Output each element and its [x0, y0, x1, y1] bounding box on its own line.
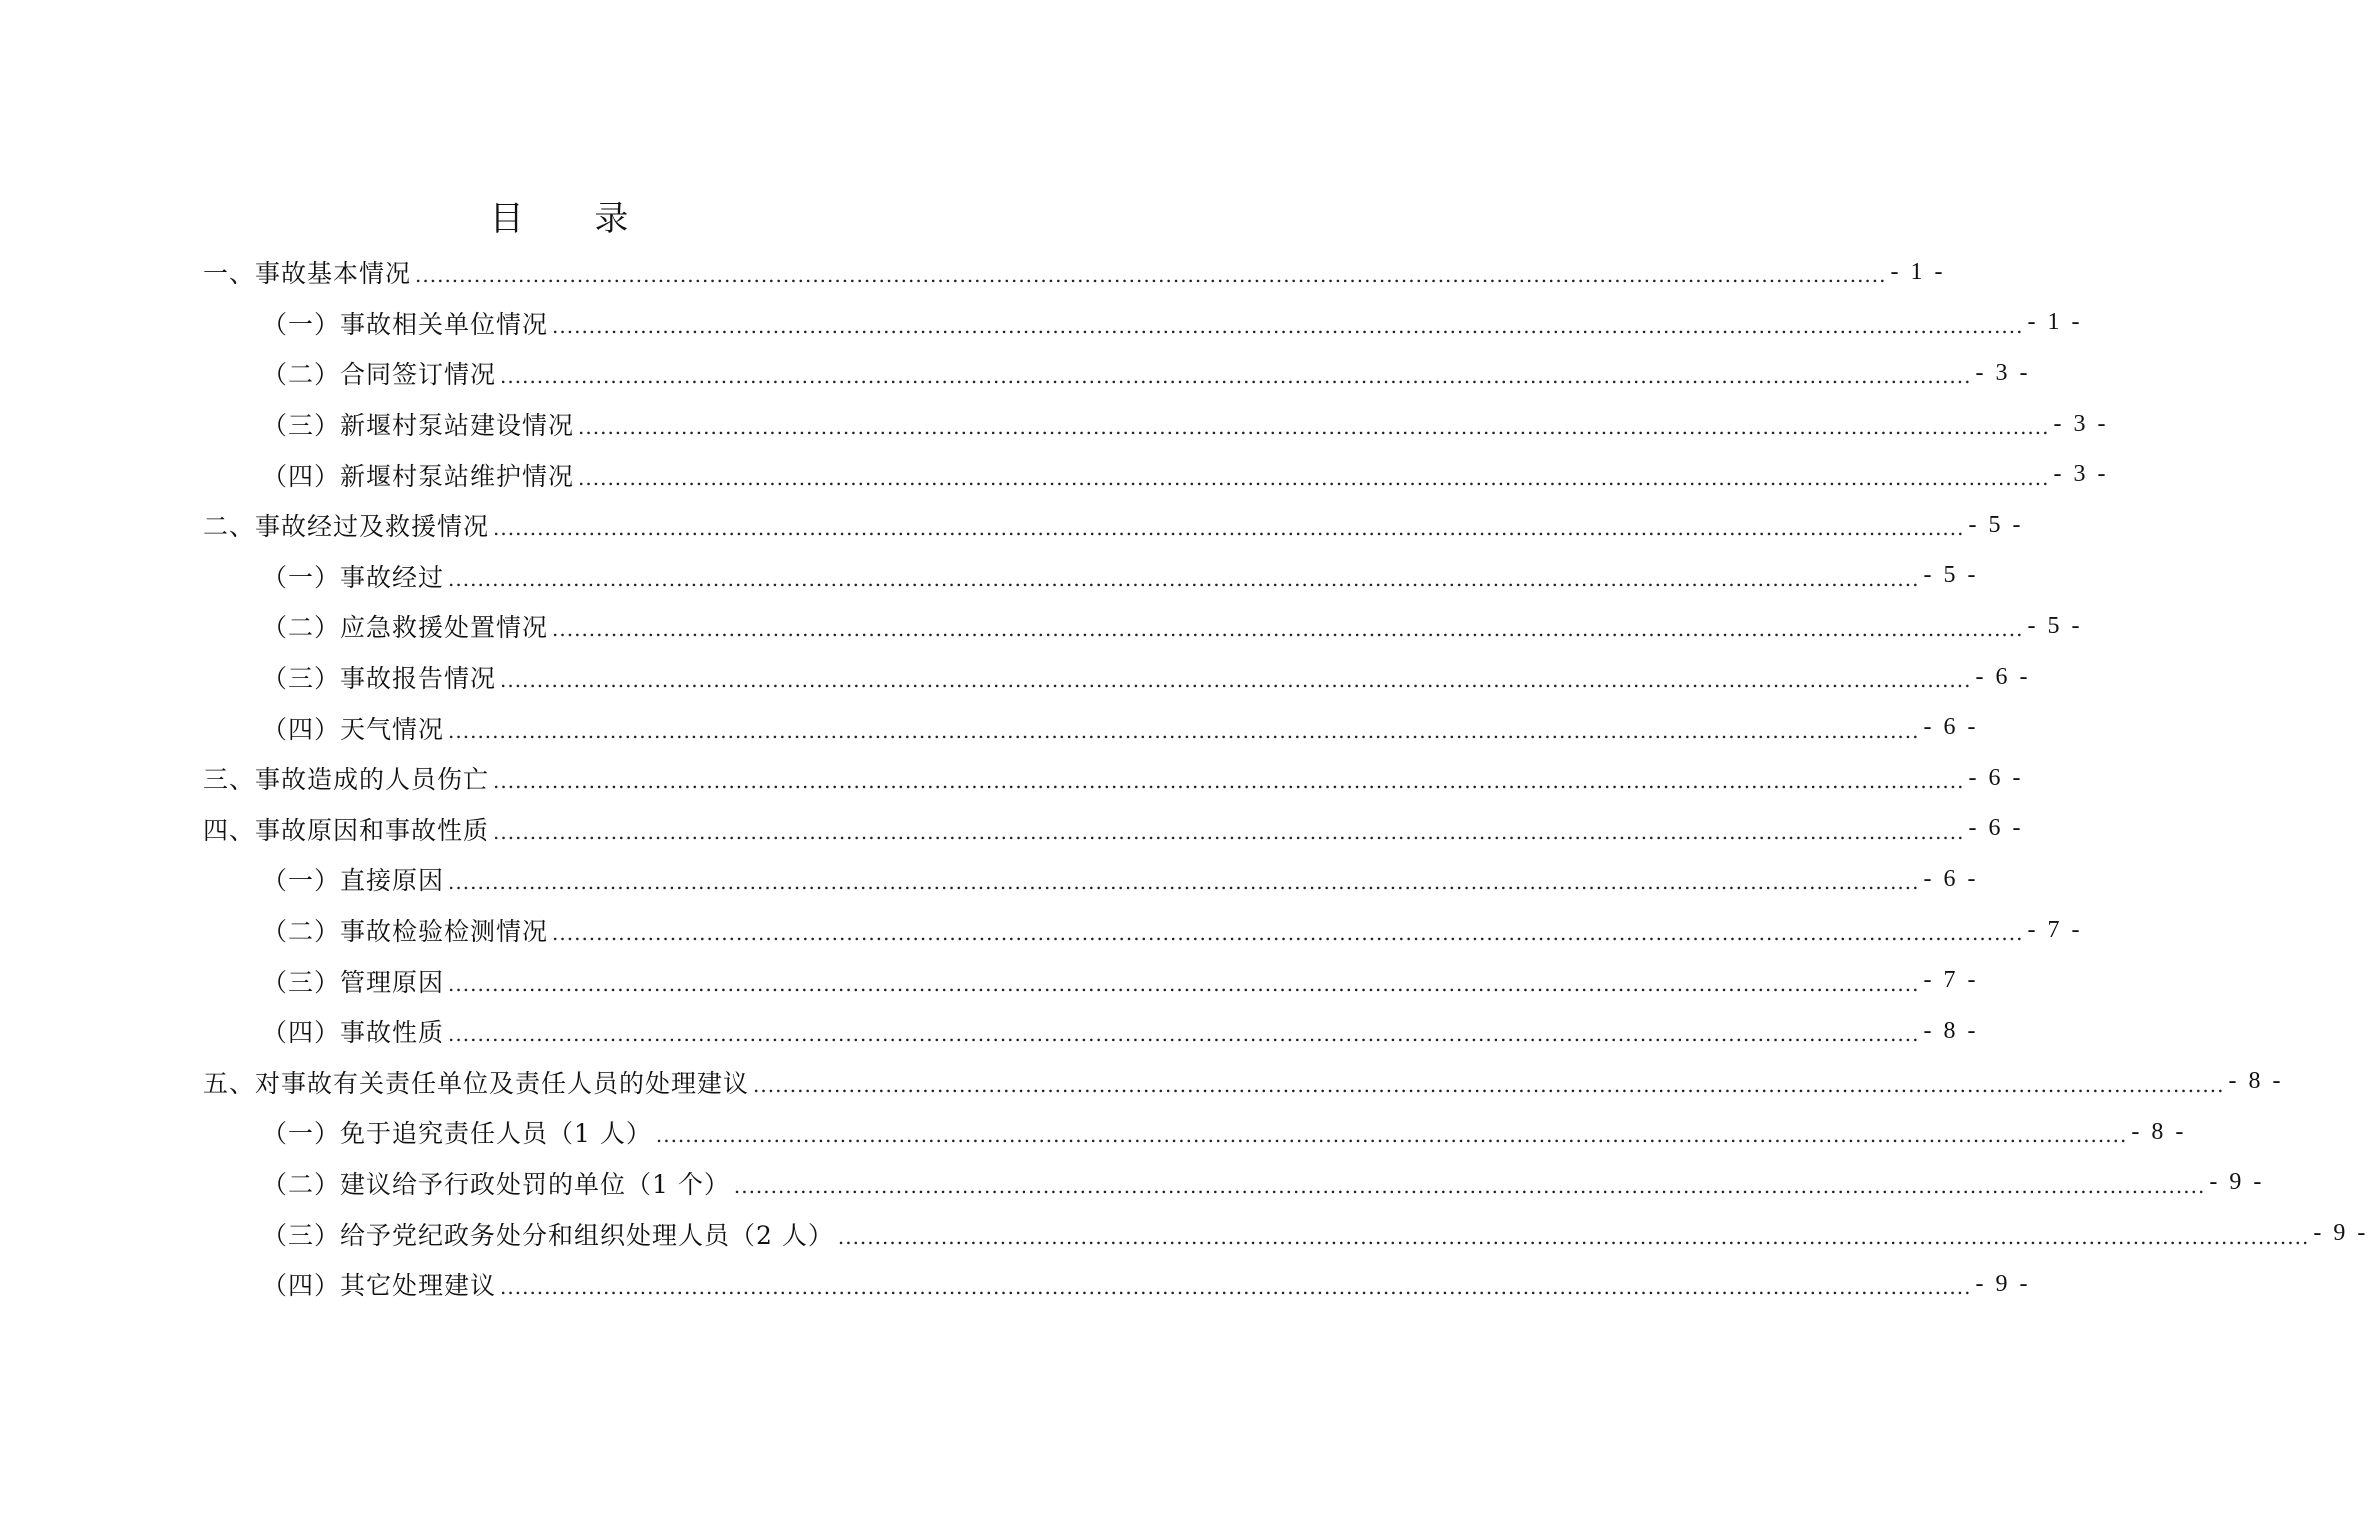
toc-dot-leader: ........................................................................................................................................................................................................ — [578, 415, 2050, 440]
toc-entry-label: （二）应急救援处置情况 — [262, 613, 549, 643]
toc-dot-leader: ........................................................................................................................................................................................................ — [493, 819, 1965, 844]
toc-dot-leader: ........................................................................................................................................................................................................ — [837, 1224, 2310, 1249]
toc-entry-label: （四）新堰村泵站维护情况 — [262, 461, 575, 491]
toc-page-number: - 9 - — [1975, 1270, 2031, 1297]
toc-entry[interactable] — [0, 702, 1979, 753]
toc-dot-leader: ........................................................................................................................................................................................................ — [500, 364, 1972, 389]
toc-page-number: - 6 - — [1923, 714, 1979, 741]
toc-page-number: - 1 - — [1890, 258, 1946, 285]
toc-page-number: - 5 - — [1923, 562, 1979, 589]
toc-page-number: - 6 - — [1975, 663, 2031, 690]
toc-dot-leader: ........................................................................................................................................................................................................ — [552, 617, 2024, 642]
toc-dot-leader: ........................................................................................................................................................................................................ — [500, 1275, 1972, 1300]
toc-entry-label: （一）事故经过 — [262, 562, 445, 592]
toc-page-number: - 9 - — [2313, 1220, 2368, 1247]
toc-entry-label: （一）免于追究责任人员（1 人） — [262, 1119, 652, 1149]
toc-entry-label: 一、事故基本情况 — [203, 259, 412, 289]
toc-page-number: - 6 - — [1968, 815, 2024, 842]
toc-page-number: - 8 - — [2228, 1068, 2284, 1095]
toc-entry[interactable] — [0, 1107, 2187, 1158]
toc-page-number: - 9 - — [2209, 1169, 2265, 1196]
toc-entry[interactable] — [0, 298, 2083, 349]
toc-entry[interactable] — [0, 905, 2083, 956]
toc-dot-leader: ........................................................................................................................................................................................................ — [448, 718, 1920, 743]
toc-dot-leader: ........................................................................................................................................................................................................ — [733, 1173, 2206, 1198]
toc-page-number: - 3 - — [1975, 359, 2031, 386]
toc-entry-label: （三）事故报告情况 — [262, 664, 497, 694]
toc-entry-label: （二）建议给予行政处罚的单位（1 个） — [262, 1169, 730, 1199]
toc-dot-leader: ........................................................................................................................................................................................................ — [448, 1022, 1920, 1047]
toc-dot-leader: ........................................................................................................................................................................................................ — [493, 769, 1965, 794]
toc-dot-leader: ........................................................................................................................................................................................................ — [552, 921, 2024, 946]
toc-entry[interactable] — [0, 449, 2109, 500]
toc-entry[interactable] — [0, 500, 2024, 551]
toc-page-number: - 7 - — [2027, 916, 2083, 943]
toc-entry-label: （一）事故相关单位情况 — [262, 309, 549, 339]
toc-entry[interactable] — [0, 804, 2024, 855]
page-title: 目 录 — [489, 199, 659, 239]
toc-entry[interactable] — [0, 399, 2109, 450]
toc-entry[interactable] — [0, 551, 1979, 602]
toc-entry-label: （三）管理原因 — [262, 967, 445, 997]
toc-page-number: - 5 - — [1968, 511, 2024, 538]
toc-entry[interactable] — [0, 247, 1946, 298]
toc-dot-leader: ........................................................................................................................................................................................................ — [448, 971, 1920, 996]
toc-entry[interactable] — [0, 348, 2031, 399]
toc-entry[interactable] — [0, 652, 2031, 703]
toc-page-number: - 1 - — [2027, 309, 2083, 336]
toc-entry[interactable] — [0, 1006, 1979, 1057]
toc-page-number: - 3 - — [2053, 410, 2109, 437]
toc-page-number: - 6 - — [1923, 865, 1979, 892]
toc-entry-label: 四、事故原因和事故性质 — [203, 815, 490, 845]
toc-dot-leader: ........................................................................................................................................................................................................ — [415, 263, 1887, 288]
toc-entry-label: （三）给予党纪政务处分和组织处理人员（2 人） — [262, 1220, 834, 1250]
toc-page-number: - 7 - — [1923, 967, 1979, 994]
toc-entry[interactable] — [0, 955, 1979, 1006]
toc-page-number: - 6 - — [1968, 764, 2024, 791]
toc-dot-leader: ........................................................................................................................................................................................................ — [753, 1072, 2225, 1097]
toc-entry-label: （二）合同签订情况 — [262, 360, 497, 390]
toc-entry[interactable] — [0, 1259, 2031, 1310]
toc-entry-label: 五、对事故有关责任单位及责任人员的处理建议 — [203, 1068, 750, 1098]
toc-dot-leader: ........................................................................................................................................................................................................ — [552, 313, 2024, 338]
toc-entry-label: （三）新堰村泵站建设情况 — [262, 411, 575, 441]
toc-dot-leader: ........................................................................................................................................................................................................ — [500, 668, 1972, 693]
toc-entry[interactable] — [0, 854, 1979, 905]
toc-page-number: - 8 - — [1923, 1017, 1979, 1044]
toc-dot-leader: ........................................................................................................................................................................................................ — [655, 1123, 2128, 1148]
toc-entry[interactable] — [0, 1208, 2368, 1259]
toc-entry-label: （四）事故性质 — [262, 1018, 445, 1048]
toc-entry[interactable] — [0, 1057, 2284, 1108]
toc-entry-label: （四）其它处理建议 — [262, 1271, 497, 1301]
toc-dot-leader: ........................................................................................................................................................................................................ — [578, 465, 2050, 490]
toc-dot-leader: ........................................................................................................................................................................................................ — [448, 870, 1920, 895]
toc-entry[interactable] — [0, 753, 2024, 804]
toc-entry-label: （一）直接原因 — [262, 866, 445, 896]
toc-entry-label: 三、事故造成的人员伤亡 — [203, 765, 490, 795]
toc-page-number: - 3 - — [2053, 461, 2109, 488]
toc-dot-leader: ........................................................................................................................................................................................................ — [493, 516, 1965, 541]
toc-page-number: - 8 - — [2131, 1118, 2187, 1145]
toc-entry-label: （二）事故检验检测情况 — [262, 917, 549, 947]
toc-entry[interactable] — [0, 601, 2083, 652]
toc-entry-label: （四）天气情况 — [262, 714, 445, 744]
toc-entry-label: 二、事故经过及救援情况 — [203, 512, 490, 542]
table-of-contents — [0, 247, 2368, 1309]
toc-dot-leader: ........................................................................................................................................................................................................ — [448, 566, 1920, 591]
toc-entry[interactable] — [0, 1158, 2265, 1209]
toc-page-number: - 5 - — [2027, 612, 2083, 639]
